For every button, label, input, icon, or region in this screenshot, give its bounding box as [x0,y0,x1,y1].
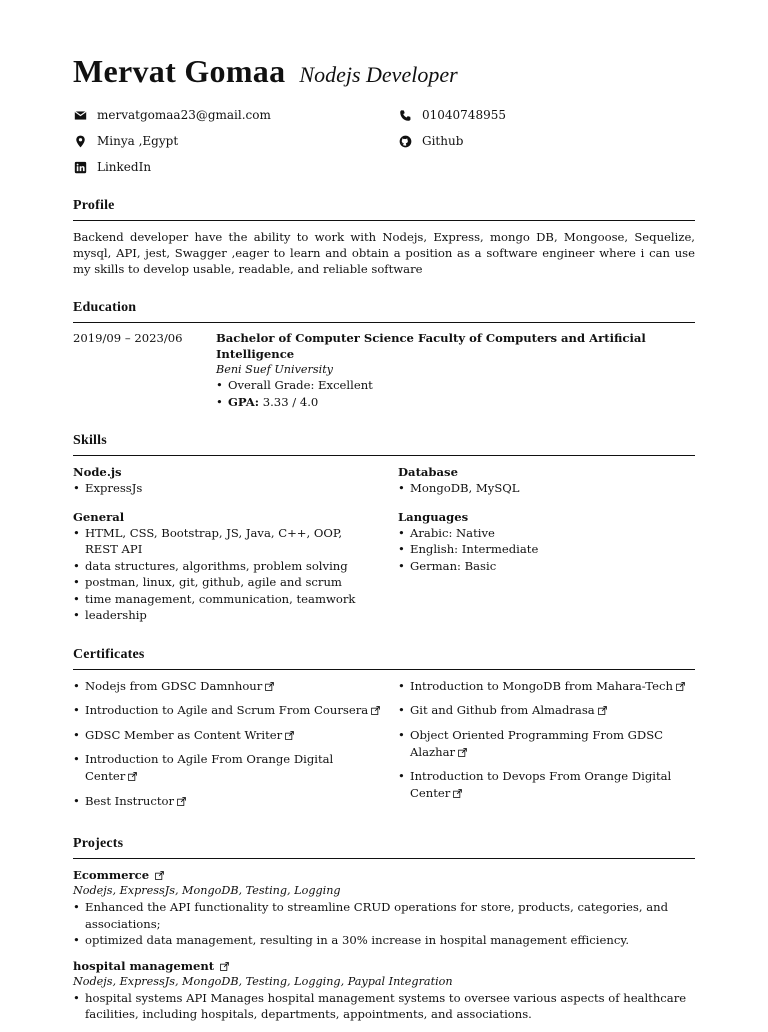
education-section [73,299,695,410]
skill-item: • time management, communication, teamwork [73,591,398,608]
certificate-title: Nodejs from GDSC Damnhour [85,678,263,693]
linkedin-icon [73,160,87,174]
certificate-title: Introduction to Agile and Scrum From Coursera [85,703,369,718]
certificate-item[interactable] [73,751,398,785]
education-university: Beni Suef University [216,363,334,377]
phone-text: 01040748955 [422,108,506,123]
section-heading-certificates: Certificates [73,646,695,670]
project-title: Ecommerce [73,868,150,883]
certificate-item[interactable] [398,727,695,761]
map-pin-icon [73,134,87,148]
skill-item: • English: Intermediate [398,541,695,558]
contact-github[interactable] [398,133,695,149]
education-entry [73,331,695,410]
certificates-left [73,678,398,818]
skill-group-languages [398,509,695,624]
project-name[interactable] [73,867,695,883]
skill-group-title: Database [398,465,458,480]
contact-linkedin[interactable] [73,159,398,175]
projects-list [73,867,695,1023]
resume-page [73,50,695,1032]
external-link-icon[interactable] [598,706,607,715]
person-name: Mervat Gomaa [73,53,286,89]
gpa-label: GPA: [228,394,260,409]
certificates-grid [73,678,695,818]
project-title: hospital management [73,958,215,973]
skill-item: • Arabic: Native [398,525,695,542]
project-bullet: • optimized data management, resulting in a 30% increase in hospital management efficiency. [73,932,695,949]
profile-text: Backend developer have the ability to work with Nodejs, Express, mongo DB, Mongoose, Sequelize, mysql, API, jest, Swagger ,eager to learn and obtain a position as a software engineer where i can use my skills to develop usable, readable, and reliable software [73,230,695,277]
contact-email[interactable] [73,107,398,123]
certificate-title: Introduction to MongoDB from Mahara-Tech [410,678,673,693]
external-link-icon[interactable] [177,797,186,806]
skills-grid [73,464,695,624]
contact-location [73,133,398,149]
external-link-icon[interactable] [285,731,294,740]
github-link: Github [422,134,464,149]
github-icon [398,134,412,148]
project-item [73,958,695,1023]
certificate-item[interactable] [73,678,398,695]
project-item [73,867,695,949]
section-heading-profile: Profile [73,197,695,221]
skill-group-title: Node.js [73,465,122,480]
certificate-title: Best Instructor [85,793,175,808]
external-link-icon[interactable] [128,772,137,781]
external-link-icon[interactable] [458,748,467,757]
skill-group-general [73,509,398,624]
certificate-item[interactable] [73,702,398,719]
skill-item: • postman, linux, git, github, agile and scrum [73,574,398,591]
skill-item: • data structures, algorithms, problem solving [73,558,398,575]
certificate-title: Object Oriented Programming From GDSC Alazhar [410,727,664,759]
skill-group-nodejs [73,464,398,497]
project-name[interactable] [73,958,695,974]
project-bullet: • Enhanced the API functionality to streamline CRUD operations for store, products, categories, and associations; [73,899,695,932]
contact-info [73,107,695,175]
external-link-icon[interactable] [265,682,274,691]
certificate-item[interactable] [398,678,695,695]
external-link-icon[interactable] [220,962,229,971]
contact-phone[interactable] [398,107,695,123]
certificate-item[interactable] [398,702,695,719]
external-link-icon[interactable] [676,682,685,691]
certificate-item[interactable] [398,768,695,802]
education-details [216,377,695,410]
project-tech: Nodejs, ExpressJs, MongoDB, Testing, Logging, Paypal Integration [73,974,453,988]
certificate-title: Introduction to Devops From Orange Digital Center [410,769,672,801]
education-gpa [216,394,695,411]
resume-header [73,50,695,93]
external-link-icon[interactable] [371,706,380,715]
projects-section [73,835,695,1022]
email-text: mervatgomaa23@gmail.com [97,108,271,123]
location-text: Minya ,Egypt [97,134,179,149]
skill-item: • German: Basic [398,558,695,575]
external-link-icon[interactable] [453,789,462,798]
certificate-title: GDSC Member as Content Writer [85,727,283,742]
section-heading-skills: Skills [73,432,695,456]
project-bullet: • hospital systems API Manages hospital management systems to oversee various aspects of healthcare facilities, including hospitals, departments, appointments, and associations. [73,990,695,1023]
skill-group-database [398,464,695,497]
linkedin-link: LinkedIn [97,160,152,175]
section-heading-education: Education [73,299,695,323]
gpa-value: 3.33 / 4.0 [262,394,319,409]
skills-section [73,432,695,623]
skill-group-title: Languages [398,509,469,524]
skill-item: • leadership [73,607,398,624]
skill-item: • HTML, CSS, Bootstrap, JS, Java, C++, OOP, REST API [73,525,398,558]
phone-icon [398,108,412,122]
skill-item: • ExpressJs [73,480,398,497]
education-dates: 2019/09 – 2023/06 [73,330,183,345]
job-title: Nodejs Developer [299,62,458,87]
section-heading-projects: Projects [73,835,695,859]
skill-group-title: General [73,509,125,524]
certificates-right [398,678,695,818]
external-link-icon[interactable] [155,871,164,880]
project-tech: Nodejs, ExpressJs, MongoDB, Testing, Logging [73,884,341,898]
envelope-icon [73,108,87,122]
certificate-title: Introduction to Agile From Orange Digital Center [85,752,334,784]
education-grade: • Overall Grade: Excellent [216,377,695,394]
skill-item: • MongoDB, MySQL [398,480,695,497]
education-degree: Bachelor of Computer Science Faculty of Computers and Artificial Intelligence [216,330,646,361]
certificate-item[interactable] [73,793,398,810]
profile-section [73,197,695,277]
certificates-section [73,646,695,817]
certificate-title: Git and Github from Almadrasa [410,703,595,718]
certificate-item[interactable] [73,727,398,744]
